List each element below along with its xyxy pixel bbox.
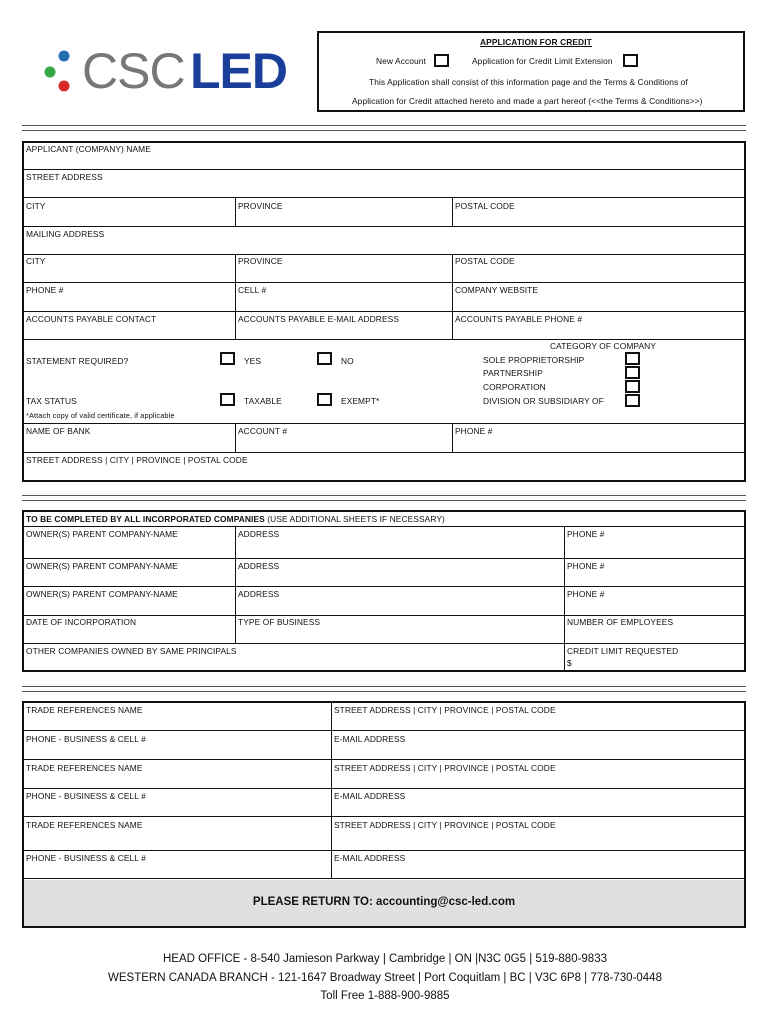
other-companies-label: OTHER COMPANIES OWNED BY SAME PRINCIPALS <box>26 646 237 656</box>
category-sole-proprietorship-checkbox[interactable] <box>625 352 640 365</box>
section2-title-note: (USE ADDITIONAL SHEETS IF NECESSARY) <box>264 514 445 524</box>
statement-required-label: STATEMENT REQUIRED? <box>26 356 129 366</box>
new-account-checkbox[interactable] <box>434 54 449 67</box>
num-employees-label: NUMBER OF EMPLOYEES <box>567 617 674 627</box>
owner-phone-label: PHONE # <box>567 561 605 571</box>
mailing-province-label: PROVINCE <box>238 256 283 266</box>
trade-phone-label: PHONE - BUSINESS & CELL # <box>26 734 146 744</box>
category-partnership: PARTNERSHIP <box>483 368 543 378</box>
section-divider <box>22 686 746 692</box>
section-divider <box>22 495 746 501</box>
new-account-label: New Account <box>376 56 426 66</box>
street-address-label: STREET ADDRESS <box>26 172 103 182</box>
category-corporation: CORPORATION <box>483 382 546 392</box>
cell-label: CELL # <box>238 285 267 295</box>
statement-no-label: NO <box>341 356 354 366</box>
trade-email-label: E-MAIL ADDRESS <box>334 791 406 801</box>
trade-name-label: TRADE REFERENCES NAME <box>26 763 143 773</box>
category-corporation-checkbox[interactable] <box>625 380 640 393</box>
trade-address-label: STREET ADDRESS | CITY | PROVINCE | POSTAL CODE <box>334 820 556 830</box>
type-business-label: TYPE OF BUSINESS <box>238 617 321 627</box>
footer-head-office: HEAD OFFICE - 8-540 Jamieson Parkway | Cambridge | ON |N3C 0G5 | 519-880-9833 <box>162 953 607 965</box>
header-note-line1: This Application shall consist of this information page and the Terms & Conditions of <box>369 77 688 87</box>
postal-code-label: POSTAL CODE <box>455 201 515 211</box>
ap-phone-label: ACCOUNTS PAYABLE PHONE # <box>455 314 583 324</box>
company-website-label: COMPANY WEBSITE <box>455 285 539 295</box>
trade-name-label: TRADE REFERENCES NAME <box>26 705 143 715</box>
credit-limit-extension-checkbox[interactable] <box>623 54 638 67</box>
header-note-line2: Application for Credit attached hereto and made a part hereof (<<the Terms & Conditions>>) <box>352 96 703 106</box>
logo-dots-icon <box>42 48 72 92</box>
return-email-link[interactable]: accounting@csc-led.com <box>376 896 516 908</box>
taxable-checkbox[interactable] <box>220 393 235 406</box>
company-logo <box>42 43 302 99</box>
category-sole-proprietorship: SOLE PROPRIETORSHIP <box>483 355 585 365</box>
taxable-label: TAXABLE <box>244 396 282 406</box>
applicant-name-label: APPLICANT (COMPANY) NAME <box>26 144 151 154</box>
section2-title <box>26 514 445 524</box>
logo-text-bold: LED <box>190 43 287 99</box>
province-label: PROVINCE <box>238 201 283 211</box>
footer-western-branch: WESTERN CANADA BRANCH - 121-1647 Broadway Street | Port Coquitlam | BC | V3C 6P8 | 778-730-0448 <box>108 972 662 984</box>
trade-email-label: E-MAIL ADDRESS <box>334 734 406 744</box>
statement-yes-label: YES <box>244 356 262 366</box>
credit-limit-extension-label: Application for Credit Limit Extension <box>472 56 613 66</box>
footer-toll-free: Toll Free 1-888-900-9885 <box>320 990 450 1002</box>
statement-yes-checkbox[interactable] <box>220 352 235 365</box>
exempt-label: EXEMPT* <box>341 396 380 406</box>
phone-label: PHONE # <box>26 285 64 295</box>
ap-contact-label: ACCOUNTS PAYABLE CONTACT <box>26 314 157 324</box>
city-label: CITY <box>26 201 46 211</box>
tax-status-label: TAX STATUS <box>26 396 77 406</box>
logo-text-light: CSC <box>82 43 185 99</box>
owner-address-label: ADDRESS <box>238 589 280 599</box>
owner-name-label: OWNER(S) PARENT COMPANY-NAME <box>26 589 178 599</box>
application-title: APPLICATION FOR CREDIT <box>480 37 592 47</box>
trade-email-label: E-MAIL ADDRESS <box>334 853 406 863</box>
trade-address-label: STREET ADDRESS | CITY | PROVINCE | POSTAL CODE <box>334 763 556 773</box>
ap-email-label: ACCOUNTS PAYABLE E-MAIL ADDRESS <box>238 314 400 324</box>
trade-name-label: TRADE REFERENCES NAME <box>26 820 143 830</box>
owner-phone-label: PHONE # <box>567 529 605 539</box>
bank-phone-label: PHONE # <box>455 426 493 436</box>
owner-name-label: OWNER(S) PARENT COMPANY-NAME <box>26 561 178 571</box>
owner-name-label: OWNER(S) PARENT COMPANY-NAME <box>26 529 178 539</box>
attach-note: *Attach copy of valid certificate, if applicable <box>26 411 175 420</box>
mailing-postal-code-label: POSTAL CODE <box>455 256 515 266</box>
category-partnership-checkbox[interactable] <box>625 366 640 379</box>
trade-phone-label: PHONE - BUSINESS & CELL # <box>26 853 146 863</box>
category-division-subsidiary: DIVISION OR SUBSIDIARY OF <box>483 396 604 406</box>
owner-address-label: ADDRESS <box>238 561 280 571</box>
date-incorporation-label: DATE OF INCORPORATION <box>26 617 137 627</box>
bank-address-label: STREET ADDRESS | CITY | PROVINCE | POSTAL CODE <box>26 455 248 465</box>
credit-limit-currency: $ <box>567 658 572 668</box>
bank-name-label: NAME OF BANK <box>26 426 91 436</box>
credit-limit-label: CREDIT LIMIT REQUESTED <box>567 646 679 656</box>
return-instruction <box>24 896 744 908</box>
return-label: PLEASE RETURN TO: <box>252 896 373 908</box>
mailing-city-label: CITY <box>26 256 46 266</box>
trade-address-label: STREET ADDRESS | CITY | PROVINCE | POSTAL CODE <box>334 705 556 715</box>
account-number-label: ACCOUNT # <box>238 426 288 436</box>
section-divider <box>22 125 746 131</box>
trade-phone-label: PHONE - BUSINESS & CELL # <box>26 791 146 801</box>
exempt-checkbox[interactable] <box>317 393 332 406</box>
owner-address-label: ADDRESS <box>238 529 280 539</box>
owner-phone-label: PHONE # <box>567 589 605 599</box>
mailing-address-label: MAILING ADDRESS <box>26 229 105 239</box>
statement-no-checkbox[interactable] <box>317 352 332 365</box>
section2-title-bold: TO BE COMPLETED BY ALL INCORPORATED COMPANIES <box>26 514 265 524</box>
category-title: CATEGORY OF COMPANY <box>550 341 656 351</box>
category-division-subsidiary-checkbox[interactable] <box>625 394 640 407</box>
